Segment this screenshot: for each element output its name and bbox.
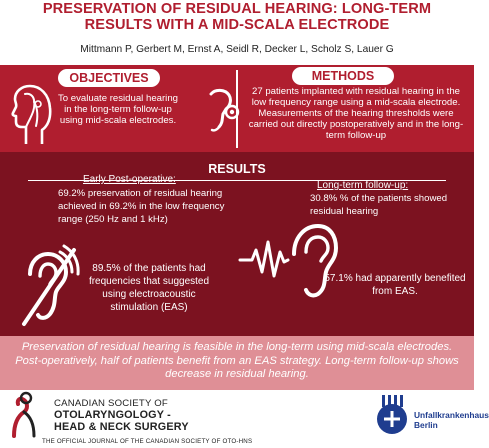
long-term-text: 30.8% % of the patients showed residual hearing [310, 193, 448, 217]
hospital-logo-icon [372, 393, 412, 437]
hospital-line-2: Berlin [414, 420, 438, 430]
results-heading: RESULTS [208, 162, 266, 176]
eas-benefit-text: 57.1% had apparently benefited from EAS. [324, 273, 466, 297]
conclusion-text: Preservation of residual hearing is feasible in the long-term using mid-scala electrodes. Post-operatively, half of patients benefit from an EAS strategy. Long-term follow-up shows decrease in residual hearing. [15, 341, 459, 380]
head-profile-icon [12, 82, 54, 148]
society-logo-icon [8, 390, 40, 440]
page-title [0, 1, 474, 33]
society-name [54, 398, 189, 433]
cochlear-implant-icon [205, 88, 241, 134]
society-line-2: OTOLARYNGOLOGY - [54, 409, 171, 421]
journal-tagline: THE OFFICIAL JOURNAL OF THE CANADIAN SOCIETY OF OTO-HNS [42, 438, 253, 445]
hospital-line-1: Unfallkrankenhaus [414, 410, 489, 420]
objectives-text: To evaluate residual hearing in the long-term follow-up using mid-scala electrodes. [57, 93, 178, 126]
authors: Mittmann P, Gerbert M, Ernst A, Seidl R, Decker L, Scholz S, Lauer G [80, 44, 394, 55]
title-line-1: PRESERVATION OF RESIDUAL HEARING: LONG-TERM [42, 1, 432, 17]
long-term-label: Long-term follow-up: [317, 180, 409, 191]
society-line-3: HEAD & NECK SURGERY [54, 421, 189, 433]
methods-text: 27 patients implanted with residual hearing in the low frequency range using a mid-scala electrode. Measurements of the hearing thresholds were carried out directly postoperatively and in the long-term follow-up [248, 86, 464, 141]
methods-heading: METHODS [292, 67, 394, 85]
society-line-1: CANADIAN SOCIETY OF [54, 398, 168, 409]
objectives-heading: OBJECTIVES [58, 69, 160, 87]
hospital-name [414, 410, 489, 430]
title-line-2: RESULTS WITH A MID-SCALA ELECTRODE [84, 17, 390, 33]
early-postop-text: 69.2% preservation of residual hearing achieved in 69.2% in the low frequency range (250 Hz and 1 kHz) [58, 188, 225, 225]
hearing-ear-icon [16, 244, 82, 328]
eas-result-text: 89.5% of the patients had frequencies that suggested using electroacoustic stimulation (EAS) [88, 263, 210, 313]
